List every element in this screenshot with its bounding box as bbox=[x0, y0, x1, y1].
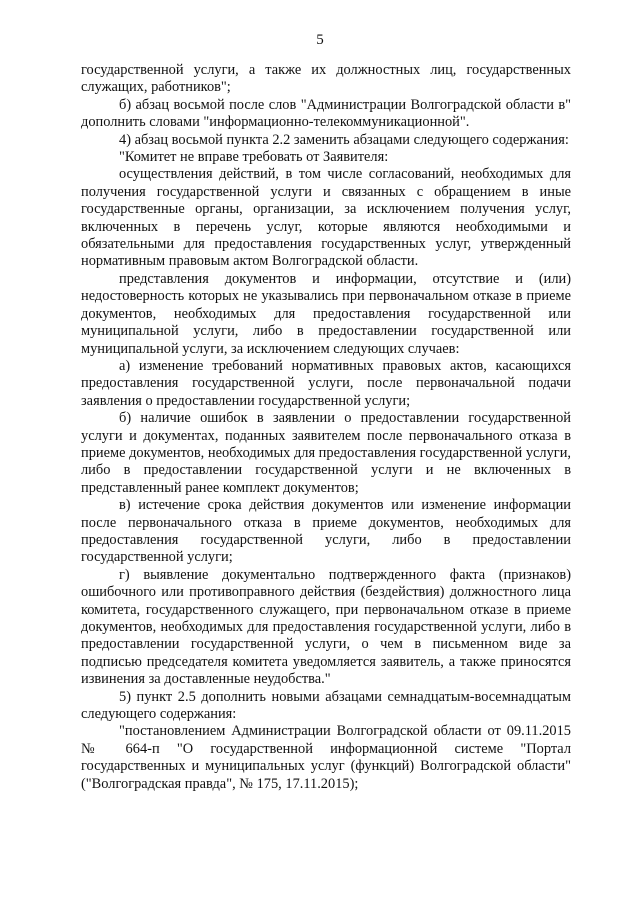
paragraph: представления документов и информации, отсутствие и (или) недостоверность которых не указывались при первоначальном отказе в приеме документов, необходимых для предоставления государственной или муниципальной услуги, либо в предоставлении государственной или муниципальной услуги, за исключением следующих случаев: bbox=[81, 270, 571, 357]
paragraph: осуществления действий, в том числе согласований, необходимых для получения государственной услуги и связанных с обращением в иные государственные органы, организации, за исключением получения услуг, включенных в перечень услуг, которые являются необходимыми и обязательными для предоставления государственных услуг, утвержденный нормативным правовым актом Волгоградской области. bbox=[81, 166, 571, 270]
page-number: 5 bbox=[316, 32, 324, 48]
paragraph: г) выявление документально подтвержденного факта (признаков) ошибочного или противоправного действия (бездействия) должностного лица комитета, государственного служащего, при первоначальном отказе в приеме документов, необходимых для предоставления государственной услуги, либо в предоставлении государственной услуги, о чем в письменном виде за подписью председателя комитета уведомляется заявитель, а также приносятся извинения за доставленные неудобства." bbox=[81, 566, 571, 688]
paragraph: "Комитет не вправе требовать от Заявителя: bbox=[119, 149, 389, 166]
paragraph: б) абзац восьмой после слов "Администрации Волгоградской области в" дополнить словами "информационно-телекоммуникационной". bbox=[81, 96, 571, 131]
paragraph: в) истечение срока действия документов или изменение информации после первоначального отказа в приеме документов, необходимых для предоставления государственной услуги, либо в предоставлении государственной услуги; bbox=[81, 497, 571, 566]
document-body bbox=[81, 62, 571, 793]
paragraph: 5) пункт 2.5 дополнить новыми абзацами семнадцатым-восемнадцатым следующего содержания: bbox=[81, 688, 571, 723]
paragraph: 4) абзац восьмой пункта 2.2 заменить абзацами следующего содержания: bbox=[119, 131, 569, 148]
paragraph: а) изменение требований нормативных правовых актов, касающихся предоставления государственной услуги, после первоначальной подачи заявления о предоставлении государственной услуги; bbox=[81, 357, 571, 409]
paragraph: государственной услуги, а также их должностных лиц, государственных служащих, работников"; bbox=[81, 62, 571, 96]
paragraph: б) наличие ошибок в заявлении о предоставлении государственной услуги и документах, поданных заявителем после первоначального отказа в приеме документов, необходимых для предоставления государственной услуги, либо в предоставлении государственной услуги и не включенных в представленный ранее комплект документов; bbox=[81, 410, 571, 496]
paragraph: "постановлением Администрации Волгоградской области от 09.11.2015 № 664-п "О государственной информационной системе "Портал государственных и муниципальных услуг (функций) Волгоградской области" ("Волгоградская правда", № 175, 17.11.2015); bbox=[81, 723, 571, 792]
